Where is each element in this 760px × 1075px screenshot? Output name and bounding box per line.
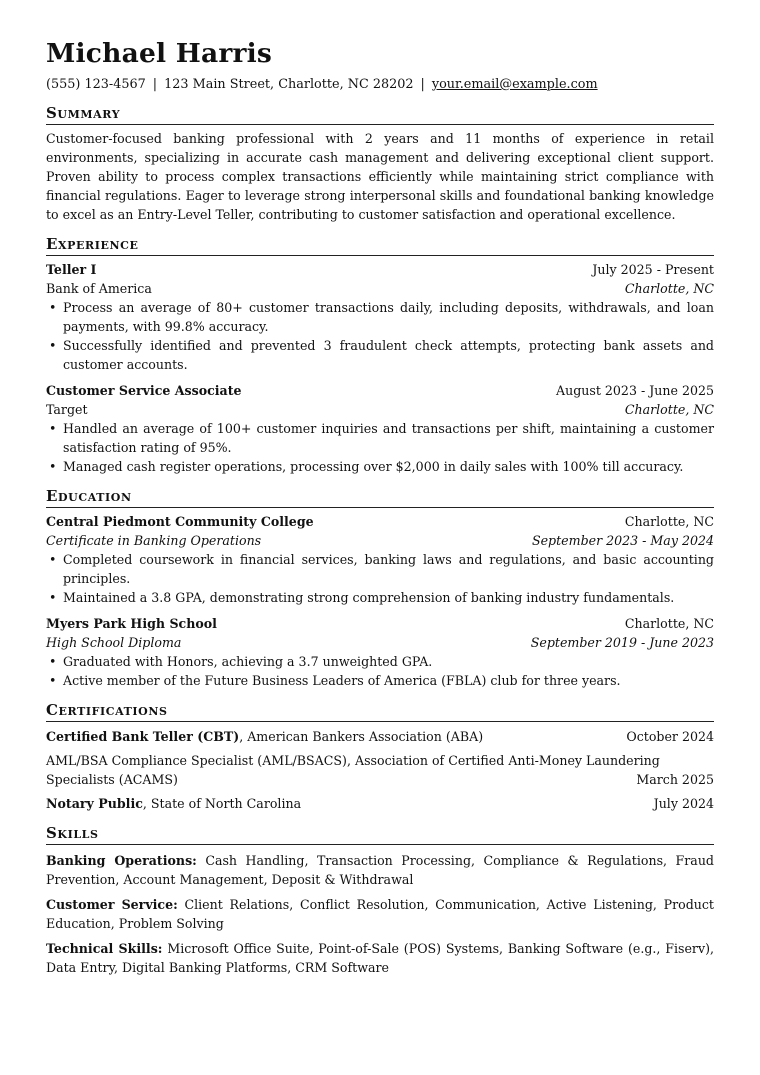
candidate-name: Michael Harris (46, 38, 273, 69)
job-bullets (46, 298, 714, 374)
certification-issuer: , American Bankers Association (ABA) (239, 729, 484, 744)
school-name: Myers Park High School (46, 616, 217, 631)
education-bullets (46, 550, 714, 607)
section-title-summary: Summary (46, 104, 714, 125)
summary-section (46, 104, 714, 224)
address: 123 Main Street, Charlotte, NC 28202 (164, 77, 414, 92)
job-dates: July 2025 - Present (592, 262, 714, 277)
bullet-item: • Managed cash register operations, processing over $2,000 in daily sales with 100% till accuracy. (63, 457, 714, 476)
contact-line (46, 76, 714, 93)
certification-issuer: , Association of Certified Anti-Money Laundering (346, 753, 660, 768)
certification-name: AML/BSA Compliance Specialist (AML/BSACS) (46, 753, 347, 768)
certification-item (46, 727, 714, 746)
certification-issuer: , State of North Carolina (142, 796, 302, 811)
skill-text: Cash Handling, Transaction Processing, Compliance & Regulations, Fraud Prevention, Account Management, Deposit & Withdrawal (46, 853, 714, 887)
school-name: Central Piedmont Community College (46, 514, 314, 529)
experience-entry (46, 381, 714, 476)
skills-section (46, 824, 714, 977)
school-location: Charlotte, NC (624, 616, 714, 631)
bullet-item: • Successfully identified and prevented 3 fraudulent check attempts, protecting bank assets and customer accounts. (63, 336, 714, 374)
certification-date: October 2024 (626, 729, 714, 744)
skill-group (46, 939, 714, 977)
skill-group (46, 851, 714, 889)
skill-text: Client Relations, Conflict Resolution, Communication, Active Listening, Product Education, Problem Solving (46, 897, 714, 931)
education-entry (46, 512, 714, 607)
separator: | (420, 77, 425, 92)
certification-item (46, 794, 714, 813)
education-bullets (46, 652, 714, 690)
education-section (46, 487, 714, 690)
email-link[interactable]: your.email@example.com (431, 77, 598, 92)
job-dates: August 2023 - June 2025 (556, 383, 714, 398)
job-bullets (46, 419, 714, 476)
education-entry (46, 614, 714, 690)
bullet-item: • Active member of the Future Business Leaders of America (FBLA) club for three years. (63, 671, 714, 690)
separator: | (152, 77, 158, 92)
degree: High School Diploma (46, 635, 182, 650)
bullet-item: • Graduated with Honors, achieving a 3.7 unweighted GPA. (63, 652, 714, 671)
job-location: Charlotte, NC (624, 402, 714, 417)
job-location: Charlotte, NC (624, 281, 714, 296)
bullet-item: • Handled an average of 100+ customer inquiries and transactions per shift, maintaining a customer satisfaction rating of 95%. (63, 419, 714, 457)
section-title-education: Education (46, 487, 714, 508)
phone: (555) 123-4567 (46, 77, 146, 92)
job-role: Teller I (46, 262, 97, 277)
certification-name: Notary Public (46, 796, 143, 811)
bullet-item: • Completed coursework in financial services, banking laws and regulations, and basic accounting principles. (63, 550, 714, 588)
certification-name: Certified Bank Teller (CBT) (46, 729, 240, 744)
resume-page (46, 38, 714, 977)
job-company: Target (46, 402, 88, 417)
degree: Certificate in Banking Operations (46, 533, 262, 548)
skill-label: Banking Operations: (46, 853, 197, 868)
education-dates: September 2019 - June 2023 (530, 635, 714, 650)
section-title-experience: Experience (46, 235, 714, 256)
certification-date: March 2025 (636, 772, 714, 787)
skill-text: Microsoft Office Suite, Point-of-Sale (POS) Systems, Banking Software (e.g., Fiserv), Data Entry, Digital Banking Platforms, CRM Software (46, 941, 714, 975)
education-dates: September 2023 - May 2024 (531, 533, 714, 548)
school-location: Charlotte, NC (624, 514, 714, 529)
certification-item (46, 751, 714, 789)
bullet-item: • Maintained a 3.8 GPA, demonstrating strong comprehension of banking industry fundamentals. (63, 588, 714, 607)
experience-entry (46, 260, 714, 374)
job-company: Bank of America (46, 281, 152, 296)
certification-date: July 2024 (653, 796, 714, 811)
certification-issuer-cont: Specialists (ACAMS) (46, 772, 178, 787)
skill-group (46, 895, 714, 933)
section-title-skills: Skills (46, 824, 714, 845)
summary-text: Customer-focused banking professional with 2 years and 11 months of experience in retail environments, specializing in accurate cash management and delivering exceptional client support. Proven ability to process complex transactions efficiently while maintaining strict compliance with financial regulations. Eager to leverage strong interpersonal skills and foundational banking knowledge to excel as an Entry-Level Teller, contributing to customer satisfaction and operational excellence. (46, 131, 714, 222)
experience-section (46, 235, 714, 476)
job-role: Customer Service Associate (46, 383, 242, 398)
skill-label: Technical Skills: (46, 941, 163, 956)
bullet-item: • Process an average of 80+ customer transactions daily, including deposits, withdrawals, and loan payments, with 99.8% accuracy. (63, 298, 714, 336)
section-title-certifications: Certifications (46, 701, 714, 722)
certifications-section (46, 701, 714, 813)
skill-label: Customer Service: (46, 897, 178, 912)
